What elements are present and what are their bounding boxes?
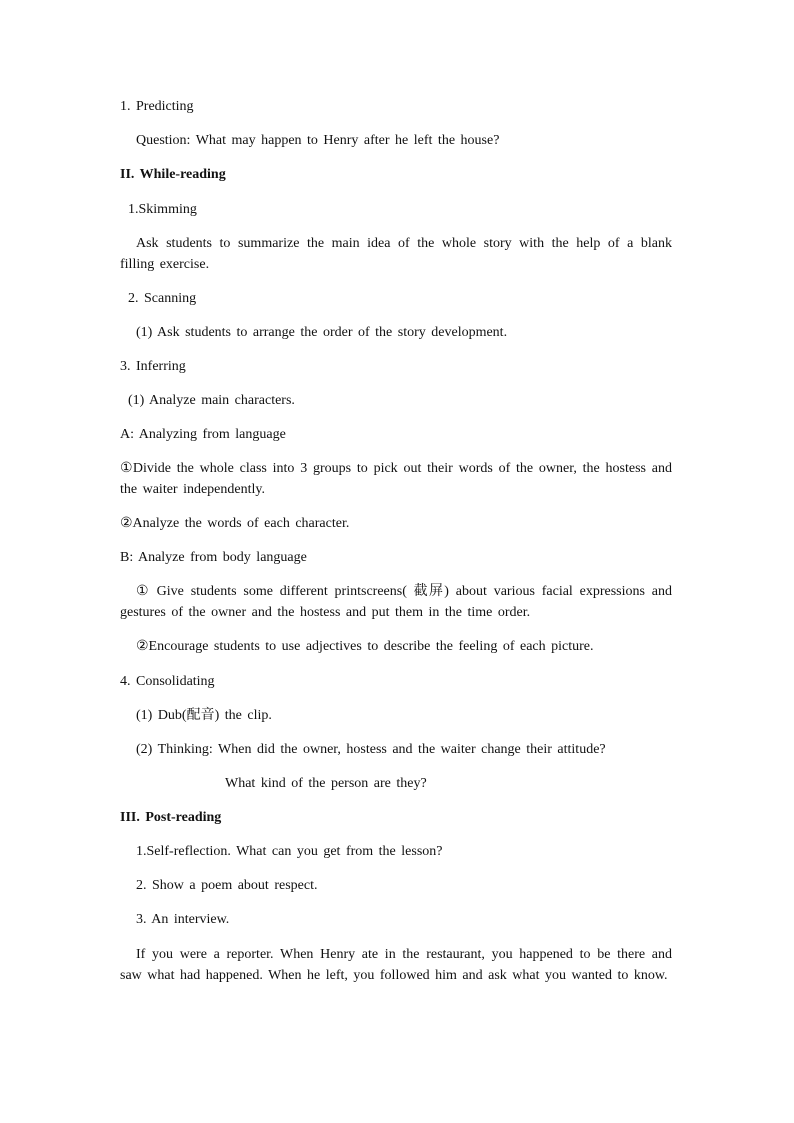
item-inferring: 3. Inferring xyxy=(120,359,186,374)
item-consolidating: 4. Consolidating xyxy=(120,674,215,689)
body-item-2: ②Encourage students to use adjectives to describe the feeling of each picture. xyxy=(136,639,594,654)
interview-text: If you were a reporter. When Henry ate in the restaurant, you happened to be there and saw what had happened. When he left, you followed him and ask what you wanted to know. xyxy=(120,947,672,983)
language-item-1: ①Divide the whole class into 3 groups to pick out their words of the owner, the hostess and the waiter independently. xyxy=(120,461,672,497)
item-interview: 3. An interview. xyxy=(136,912,230,927)
predicting-question: Question: What may happen to Henry after he left the house? xyxy=(136,133,500,148)
consolidating-item-2: (2) Thinking: When did the owner, hostess and the waiter change their attitude? xyxy=(136,742,606,757)
body-item-1: ① Give students some different printscreens( 截屏) about various facial expressions and gestures of the owner and the hostess and put them in the time order. xyxy=(120,584,672,620)
item-scanning: 2. Scanning xyxy=(128,291,197,306)
language-item-2: ②Analyze the words of each character. xyxy=(120,516,350,531)
item-show-poem: 2. Show a poem about respect. xyxy=(136,878,318,893)
item-self-reflection: 1.Self-reflection. What can you get from the lesson? xyxy=(136,844,443,859)
consolidating-item-2b: What kind of the person are they? xyxy=(225,776,427,791)
item-predicting: 1. Predicting xyxy=(120,99,194,114)
analyzing-language: A: Analyzing from language xyxy=(120,427,286,442)
skimming-text: Ask students to summarize the main idea of the whole story with the help of a blank filling exercise. xyxy=(120,236,672,272)
heading-post-reading: III. Post-reading xyxy=(120,810,222,825)
item-skimming: 1.Skimming xyxy=(128,202,197,217)
heading-while-reading: II. While-reading xyxy=(120,167,226,182)
analyzing-body: B: Analyze from body language xyxy=(120,550,307,565)
inferring-item: (1) Analyze main characters. xyxy=(128,393,295,408)
scanning-item: (1) Ask students to arrange the order of the story development. xyxy=(136,325,508,340)
consolidating-item-1: (1) Dub(配音) the clip. xyxy=(136,708,272,723)
